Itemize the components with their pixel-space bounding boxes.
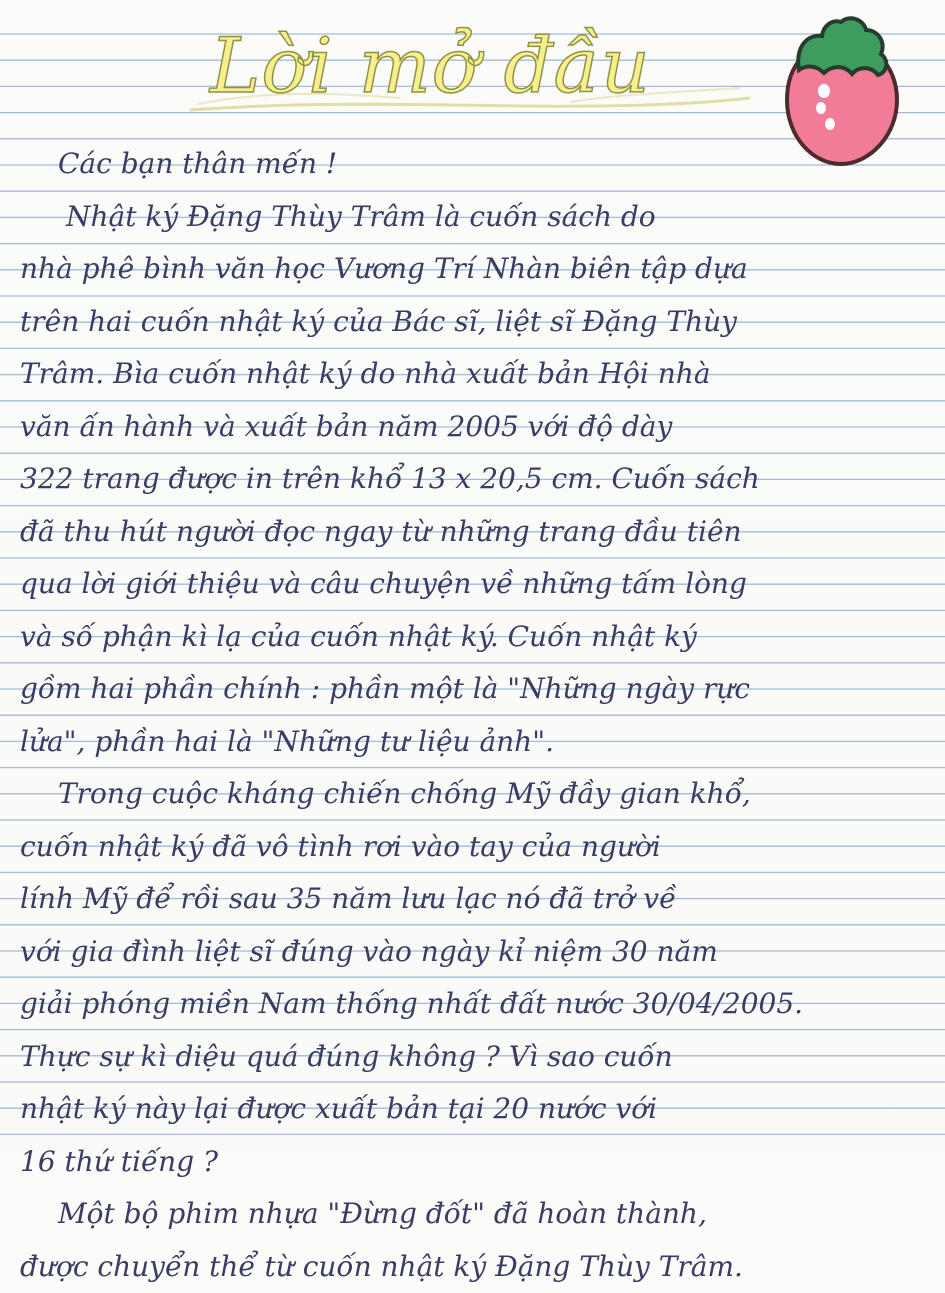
text-line: và số phận kì lạ của cuốn nhật ký. Cuốn nhật ký: [20, 611, 930, 664]
text-line: trên hai cuốn nhật ký của Bác sĩ, liệt sĩ Đặng Thùy: [20, 296, 930, 349]
text-line: gồm hai phần chính : phần một là "Những ngày rực: [20, 663, 930, 716]
title-banner: [180, 18, 760, 128]
text-line: văn ấn hành và xuất bản năm 2005 với độ dày: [20, 401, 930, 454]
text-line: cuốn nhật ký đã vô tình rơi vào tay của người: [20, 821, 930, 874]
page-title: Lời mở đầu: [210, 28, 651, 104]
text-line: nhật ký này lại được xuất bản tại 20 nước với: [20, 1083, 930, 1136]
handwritten-body: [20, 138, 930, 1293]
text-line: lính Mỹ để rồi sau 35 năm lưu lạc nó đã trở về: [20, 873, 930, 926]
text-line: qua lời giới thiệu và câu chuyện về những tấm lòng: [20, 558, 930, 611]
text-line: giải phóng miền Nam thống nhất đất nước 30/04/2005.: [20, 978, 930, 1031]
text-line: 16 thứ tiếng ?: [20, 1136, 930, 1189]
text-line: đã thu hút người đọc ngay từ những trang đầu tiên: [20, 506, 930, 559]
text-line: Trâm. Bìa cuốn nhật ký do nhà xuất bản Hội nhà: [20, 348, 930, 401]
text-line: lửa", phần hai là "Những tư liệu ảnh".: [20, 716, 930, 769]
text-line: Các bạn thân mến !: [20, 138, 930, 191]
text-line: Thực sự kì diệu quá đúng không ? Vì sao cuốn: [20, 1031, 930, 1084]
text-line: với gia đình liệt sĩ đúng vào ngày kỉ niệm 30 năm: [20, 926, 930, 979]
text-line: Nhật ký Đặng Thùy Trâm là cuốn sách do: [20, 191, 930, 244]
text-line: được chuyển thể từ cuốn nhật ký Đặng Thùy Trâm.: [20, 1241, 930, 1293]
text-line: Một bộ phim nhựa "Đừng đốt" đã hoàn thành,: [20, 1188, 930, 1241]
text-line: Trong cuộc kháng chiến chống Mỹ đầy gian khổ,: [20, 768, 930, 821]
text-line: 322 trang được in trên khổ 13 x 20,5 cm. Cuốn sách: [20, 453, 930, 506]
text-line: nhà phê bình văn học Vương Trí Nhàn biên tập dựa: [20, 243, 930, 296]
